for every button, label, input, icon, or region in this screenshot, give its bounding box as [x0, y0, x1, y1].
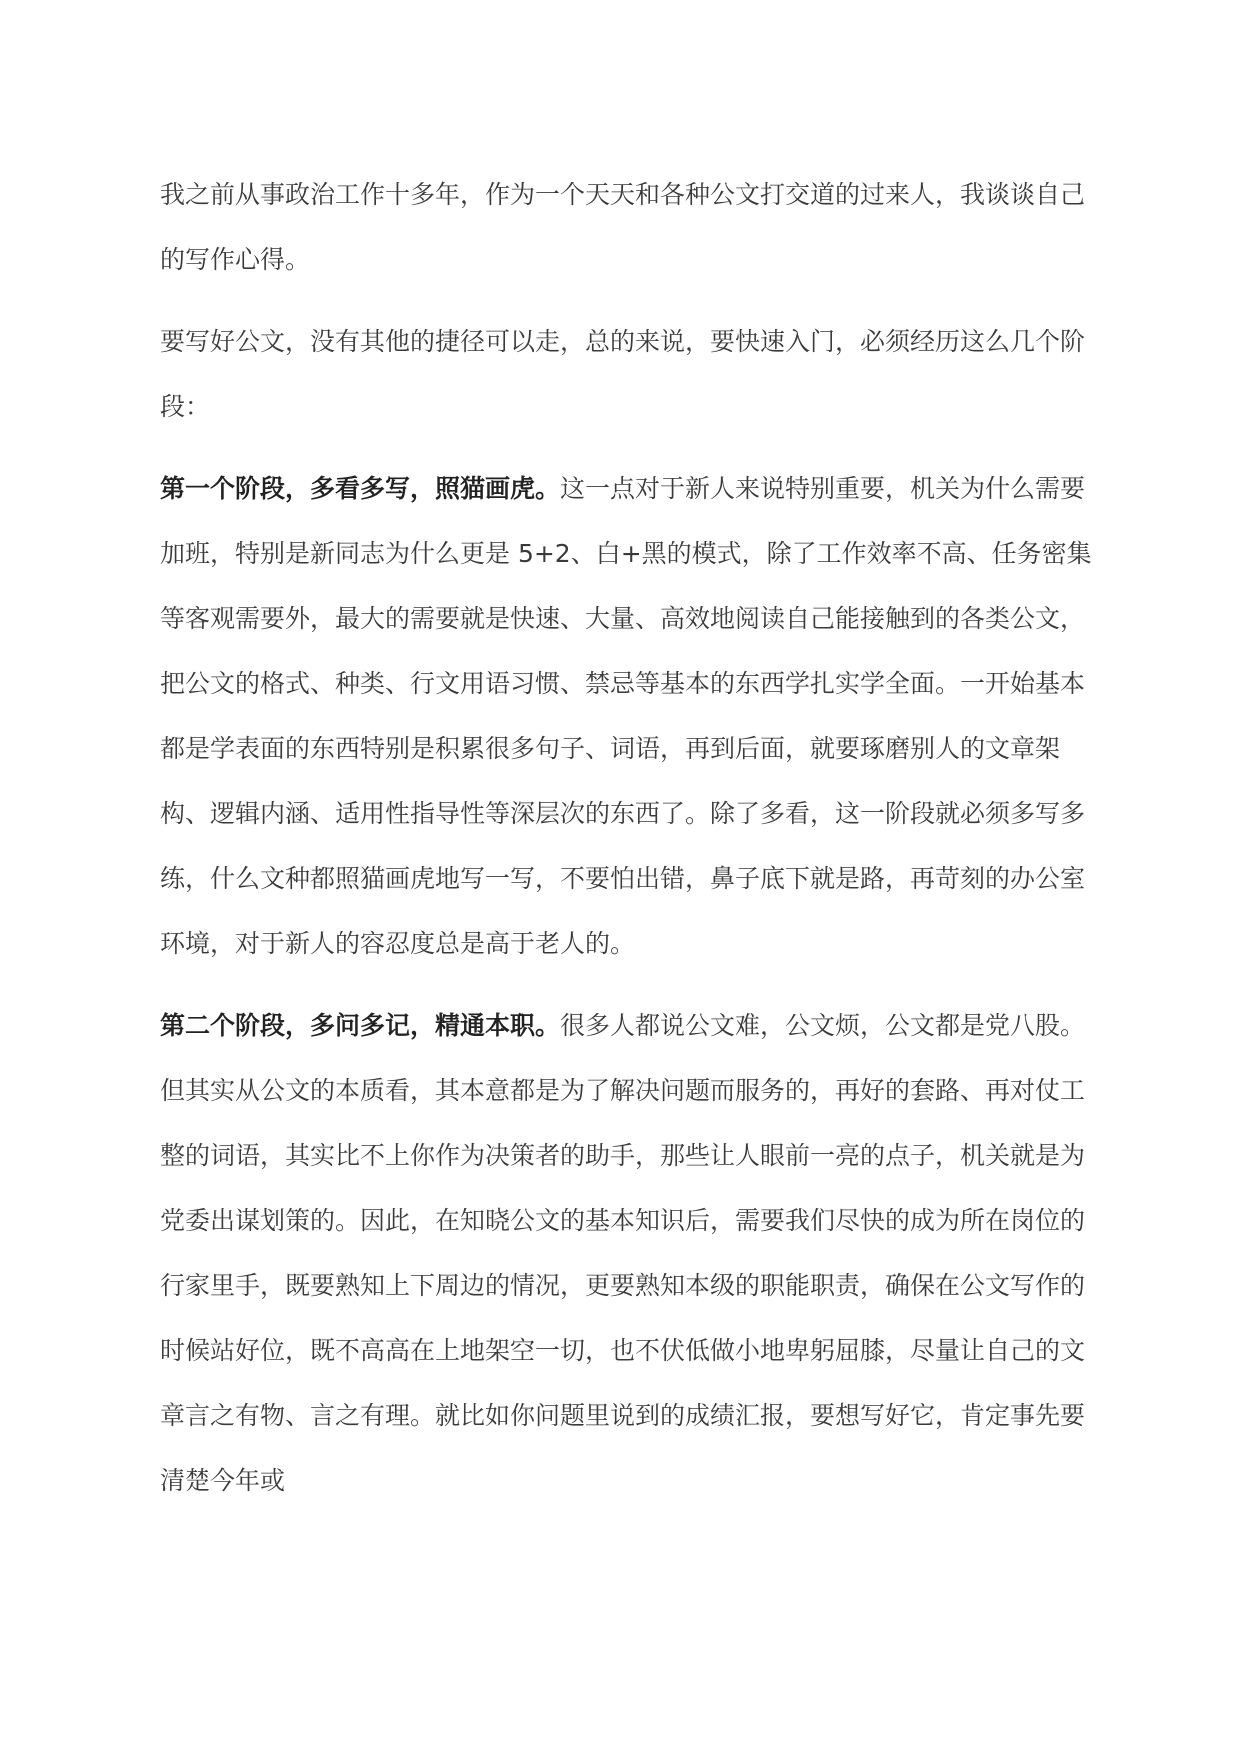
paragraph-text: 很多人都说公文难，公文烦，公文都是党八股。但其实从公文的本质看，其本意都是为了解决问题而服务的，再好的套路、再对仗工整的词语，其实比不上你作为决策者的助手，那些让人眼前一亮的点子，机关就是为党委出谋划策的。因此，在知晓公文的基本知识后，需要我们尽快的成为所在岗位的行家里手，既要熟知上下周边的情况，更要熟知本级的职能职责，确保在公文写作的时候站好位，既不高高在上地架空一切，也不伏低做小地卑躬屈膝，尽量让自己的文章言之有物、言之有理。就比如你问题里说到的成绩汇报，要想写好它，肯定事先要清楚今年或: [160, 1011, 1086, 1495]
document-body: [160, 162, 1095, 1530]
paragraph-text: 这一点对于新人来说特别重要，机关为什么需要加班，特别是新同志为什么更是 5+2、白+黑的模式，除了工作效率不高、任务密集等客观需要外，最大的需要就是快速、大量、高效地阅读自己能接触到的各类公文，把公文的格式、种类、行文用语习惯、禁忌等基本的东西学扎实学全面。一开始基本都是学表面的东西特别是积累很多句子、词语，再到后面，就要琢磨别人的文章架构、逻辑内涵、适用性指导性等深层次的东西了。除了多看，这一阶段就必须多写多练，什么文种都照猫画虎地写一写，不要怕出错，鼻子底下就是路，再苛刻的办公室环境，对于新人的容忍度总是高于老人的。: [160, 474, 1092, 958]
paragraph-lead: 第一个阶段，多看多写，照猫画虎。: [160, 474, 561, 503]
paragraph-text: 要写好公文，没有其他的捷径可以走，总的来说，要快速入门，必须经历这么几个阶段：: [160, 327, 1086, 421]
paragraph-lead: 第二个阶段，多问多记，精通本职。: [160, 1011, 561, 1040]
paragraph-stage-one: [160, 456, 1095, 976]
paragraph-intro: [160, 162, 1095, 292]
paragraph-text: 我之前从事政治工作十多年，作为一个天天和各种公文打交道的过来人，我谈谈自己的写作心得。: [160, 180, 1086, 274]
paragraph-stage-two: [160, 993, 1095, 1513]
paragraph-overview: [160, 309, 1095, 439]
